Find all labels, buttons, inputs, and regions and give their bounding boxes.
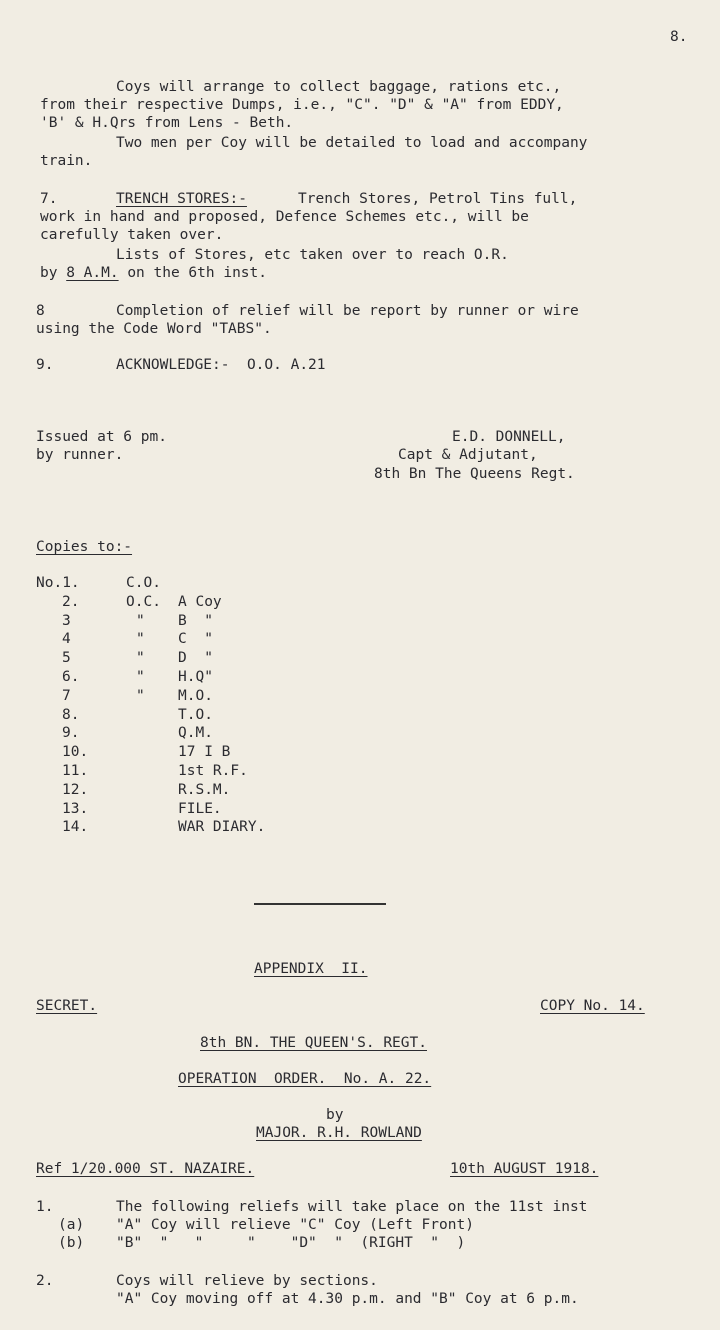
copy-destination-cell: H.Q"	[178, 669, 213, 685]
copy-destination-cell: C "	[178, 631, 213, 648]
baggage-line-3: 'B' & H.Qrs from Lens - Beth.	[40, 115, 294, 131]
copy-destination-cell: M.O.	[178, 687, 213, 704]
copy-number-cell: 3	[62, 612, 71, 629]
para-1-b-label: (b)	[58, 1235, 85, 1251]
copy-ditto-cell: C.O.	[126, 575, 161, 591]
copy-destination-cell: T.O.	[178, 706, 213, 723]
appendix-title: APPENDIX II.	[254, 961, 368, 977]
copy-number-cell: 4	[62, 631, 71, 648]
para-7-heading: TRENCH STORES:-	[116, 191, 247, 207]
issued-line-2: by runner.	[36, 447, 124, 463]
map-reference: Ref 1/20.000 ST. NAZAIRE.	[36, 1161, 255, 1177]
page-number: 8.	[670, 29, 688, 45]
copy-number-cell: No.1.	[36, 575, 80, 591]
copy-destination-cell: B "	[178, 612, 213, 629]
copy-number-cell: 5	[62, 650, 71, 667]
para-1-a-label: (a)	[58, 1217, 85, 1233]
baggage-line-2: from their respective Dumps, i.e., "C". "D" & "A" from EDDY,	[40, 97, 564, 113]
para-7-line-2: work in hand and proposed, Defence Schemes etc., will be	[40, 209, 529, 225]
copy-destination-cell: Q.M.	[178, 725, 213, 742]
copy-ditto-cell: O.C.	[126, 593, 161, 610]
para-7-line-3: carefully taken over.	[40, 227, 224, 243]
copy-destination-cell: 17 I B	[178, 744, 231, 761]
unit-heading: 8th BN. THE QUEEN'S. REGT.	[200, 1035, 427, 1051]
copy-ditto-cell: "	[136, 687, 145, 704]
para-7-time: 8 A.M.	[66, 265, 119, 281]
signature-unit: 8th Bn The Queens Regt.	[374, 466, 575, 482]
separator-rule	[254, 903, 386, 905]
para-2-line-1: Coys will relieve by sections.	[116, 1273, 378, 1289]
copy-number: COPY No. 14.	[540, 998, 645, 1014]
copy-number-cell: 6.	[62, 669, 80, 685]
para-7-line-1: Trench Stores, Petrol Tins full,	[298, 191, 578, 207]
copy-destination-cell: A Coy	[178, 593, 222, 610]
copy-ditto-cell: "	[136, 650, 145, 667]
para-2-number: 2.	[36, 1273, 54, 1289]
copy-number-cell: 11.	[62, 763, 89, 779]
baggage-line-5: train.	[40, 153, 93, 169]
issued-line-1: Issued at 6 pm.	[36, 429, 167, 445]
copy-number-cell: 9.	[62, 725, 80, 742]
copies-heading: Copies to:-	[36, 539, 133, 555]
copy-ditto-cell: "	[136, 669, 145, 685]
copy-destination-cell: WAR DIARY.	[178, 819, 266, 836]
para-1-number: 1.	[36, 1199, 54, 1215]
para-7-line-5-pre: by	[40, 265, 67, 281]
para-7-line-5	[40, 264, 267, 282]
copy-destination-cell: 1st R.F.	[178, 763, 248, 779]
para-8-line-1: Completion of relief will be report by runner or wire	[116, 303, 579, 319]
copy-destination-cell: D "	[178, 650, 213, 667]
signature-rank: Capt & Adjutant,	[398, 447, 538, 463]
author: MAJOR. R.H. ROWLAND	[256, 1125, 422, 1141]
copy-destination-cell: R.S.M.	[178, 781, 231, 798]
signature-name: E.D. DONNELL,	[452, 429, 566, 445]
para-1-b-text: "B" " " " "D" " (RIGHT " )	[116, 1235, 466, 1251]
para-7-number: 7.	[40, 191, 58, 207]
para-8-line-2: using the Code Word "TABS".	[36, 321, 272, 337]
para-2-line-2: "A" Coy moving off at 4.30 p.m. and "B" Coy at 6 p.m.	[116, 1291, 579, 1307]
para-9-text: ACKNOWLEDGE:- O.O. A.21	[116, 357, 326, 373]
para-8-number: 8	[36, 303, 45, 319]
copy-number-cell: 10.	[62, 744, 89, 761]
copy-number-cell: 7	[62, 687, 71, 704]
by-label: by	[326, 1107, 344, 1123]
para-1-a-text: "A" Coy will relieve "C" Coy (Left Front)	[116, 1217, 474, 1233]
copy-number-cell: 8.	[62, 706, 80, 723]
operation-order-heading: OPERATION ORDER. No. A. 22.	[178, 1071, 432, 1087]
baggage-line-1: Coys will arrange to collect baggage, rations etc.,	[116, 79, 562, 95]
copy-number-cell: 14.	[62, 819, 89, 836]
copy-ditto-cell: "	[136, 612, 145, 629]
copy-number-cell: 13.	[62, 800, 89, 817]
copy-number-cell: 12.	[62, 781, 89, 798]
order-date: 10th AUGUST 1918.	[450, 1161, 599, 1177]
para-7-line-5-post: on the 6th inst.	[118, 265, 267, 281]
para-1-line-1: The following reliefs will take place on the 11st inst	[116, 1199, 588, 1215]
copy-number-cell: 2.	[62, 593, 80, 610]
para-9-number: 9.	[36, 357, 54, 373]
copy-ditto-cell: "	[136, 631, 145, 648]
para-7-line-4: Lists of Stores, etc taken over to reach O.R.	[116, 247, 509, 263]
baggage-line-4: Two men per Coy will be detailed to load and accompany	[116, 135, 588, 151]
secret-label: SECRET.	[36, 998, 98, 1014]
copy-destination-cell: FILE.	[178, 800, 222, 817]
